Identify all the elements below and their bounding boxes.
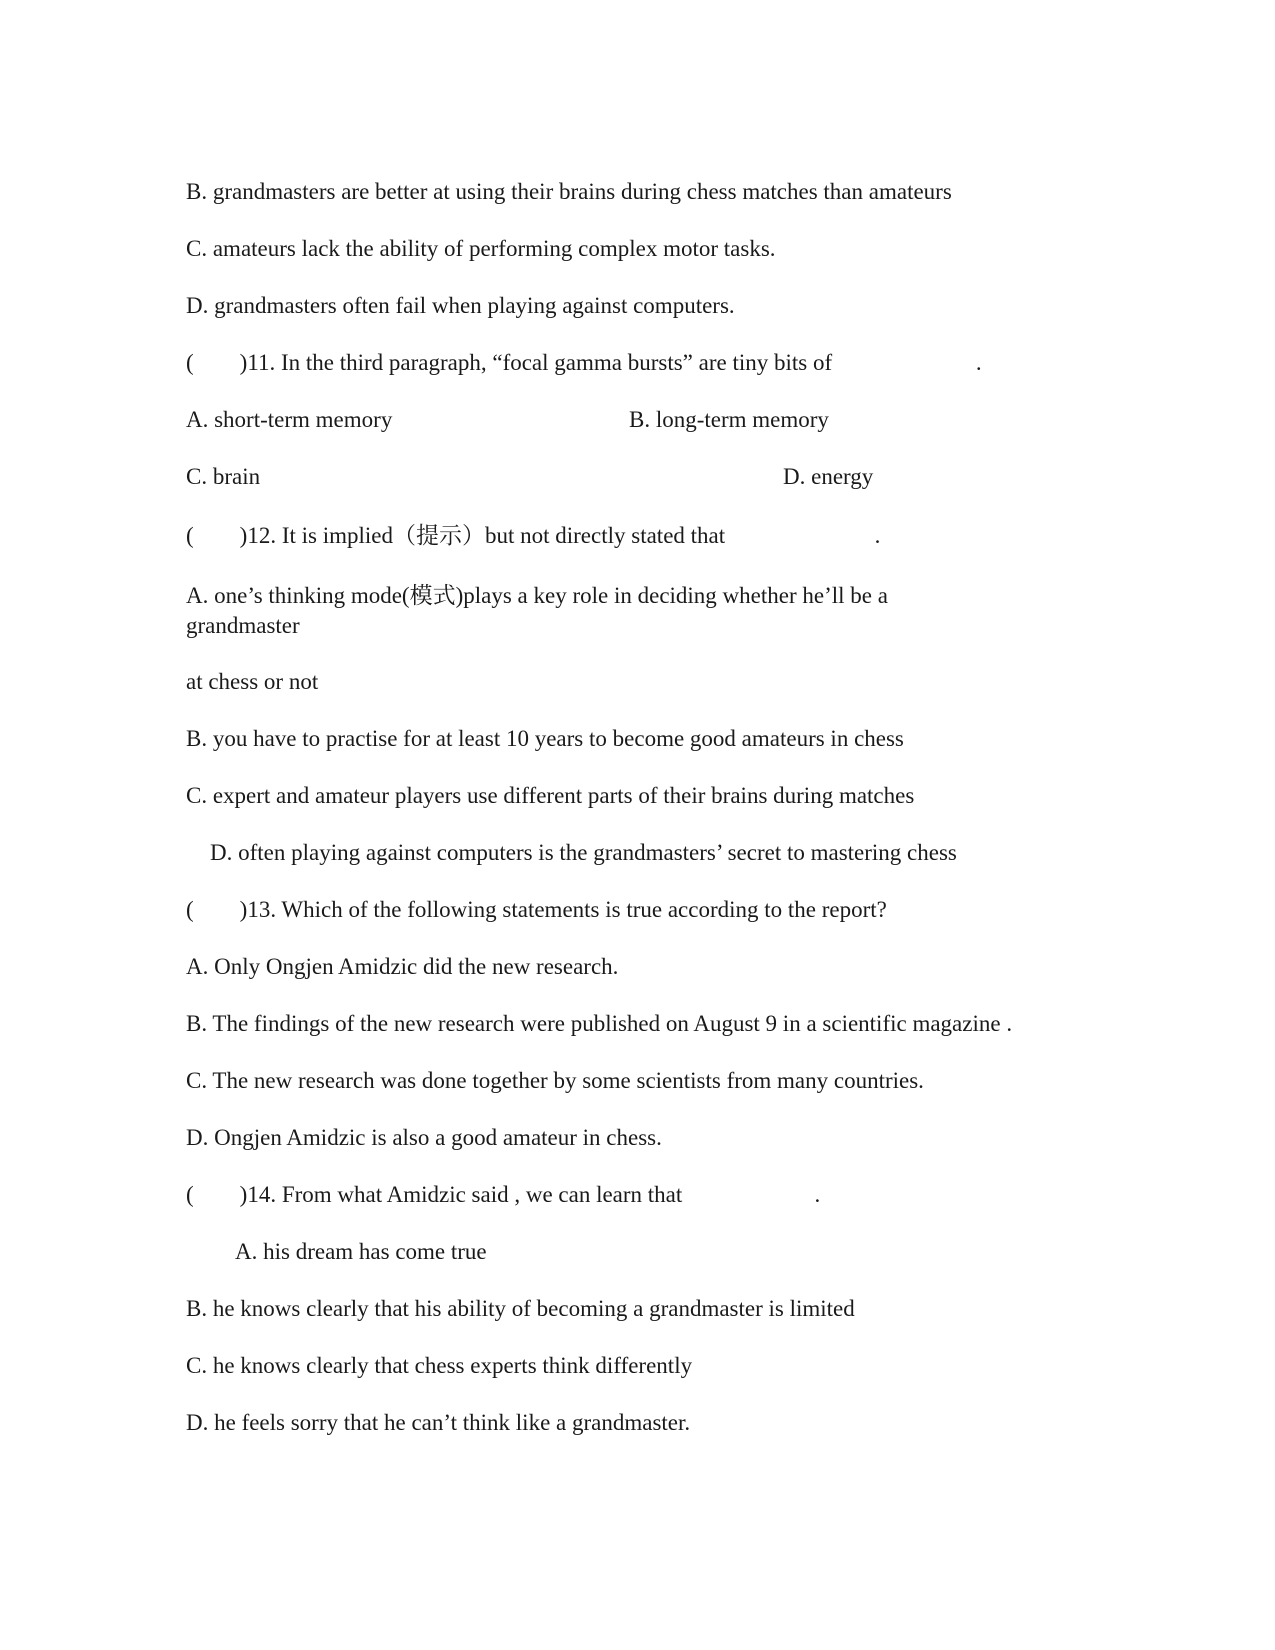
q11-option-d: D. energy [783, 464, 874, 489]
q11-stem: ( )11. In the third paragraph, “focal gamma bursts” are tiny bits of . [186, 350, 982, 375]
q10-option-b: B. grandmasters are better at using their brains during chess matches than amateurs [186, 179, 952, 204]
q10-option-c: C. amateurs lack the ability of performing complex motor tasks. [186, 236, 776, 261]
q12-option-c: C. expert and amateur players use different parts of their brains during matches [186, 783, 915, 808]
q14-option-b: B. he knows clearly that his ability of becoming a grandmaster is limited [186, 1296, 855, 1321]
q13-option-c: C. The new research was done together by some scientists from many countries. [186, 1068, 924, 1093]
q13-stem: ( )13. Which of the following statements is true according to the report? [186, 897, 887, 922]
q13-option-d: D. Ongjen Amidzic is also a good amateur in chess. [186, 1125, 662, 1150]
q13-option-a: A. Only Ongjen Amidzic did the new research. [186, 954, 619, 979]
q11-option-b: B. long-term memory [629, 407, 829, 432]
q12-option-a-continued: at chess or not [186, 669, 319, 694]
q11-option-a: A. short-term memory [186, 407, 393, 432]
q11-option-c: C. brain [186, 464, 261, 489]
q14-stem: ( )14. From what Amidzic said , we can learn that . [186, 1182, 821, 1207]
q12-stem: ( )12. It is implied（提示）but not directly stated that . [186, 523, 881, 548]
q14-option-a: A. his dream has come true [235, 1239, 487, 1264]
q10-option-d: D. grandmasters often fail when playing against computers. [186, 293, 735, 318]
q12-option-a: A. one’s thinking mode(模式)plays a key role in deciding whether he’ll be a grandmaster [186, 583, 888, 638]
q14-option-c: C. he knows clearly that chess experts think differently [186, 1353, 693, 1378]
q12-option-d: D. often playing against computers is the grandmasters’ secret to mastering chess [210, 840, 957, 865]
q13-option-b: B. The findings of the new research were published on August 9 in a scientific magazine . [186, 1011, 1013, 1036]
q12-option-b: B. you have to practise for at least 10 years to become good amateurs in chess [186, 726, 904, 751]
q14-option-d: D. he feels sorry that he can’t think like a grandmaster. [186, 1410, 691, 1435]
